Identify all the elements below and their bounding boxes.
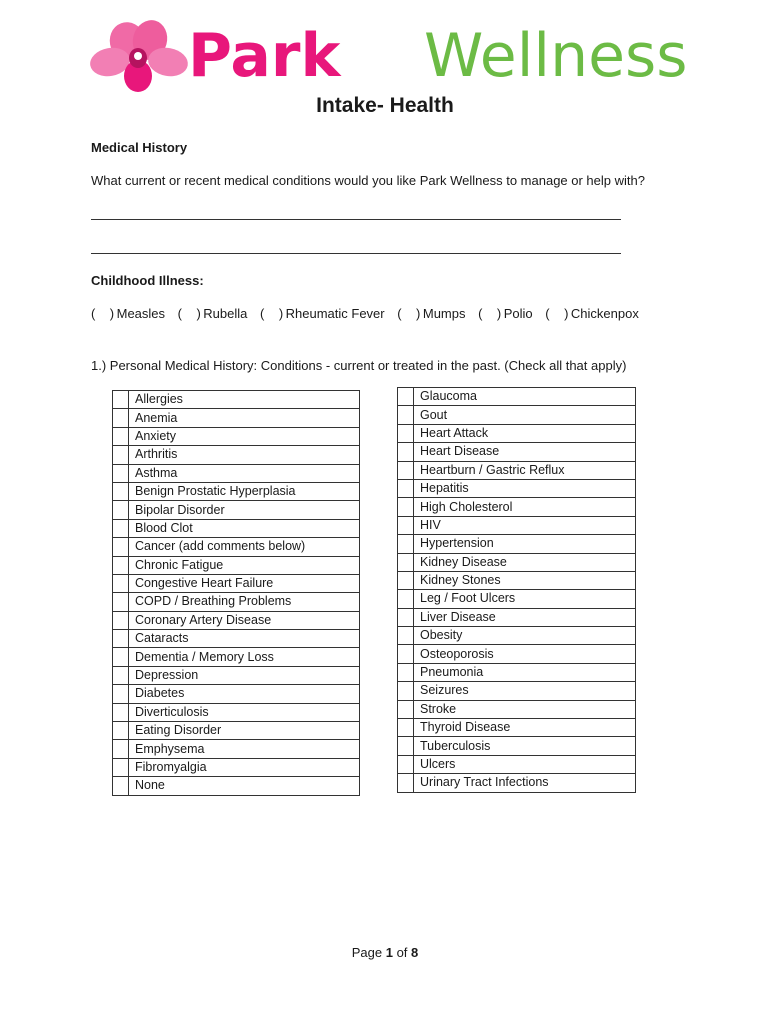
illness-rheumatic-fever[interactable]: ( ) Rheumatic Fever — [260, 306, 385, 321]
footer-page-word: Page — [351, 945, 383, 960]
condition-label: Osteoporosis — [414, 645, 636, 663]
condition-checkbox[interactable] — [113, 648, 129, 666]
condition-left-row — [113, 446, 360, 464]
condition-right-row — [398, 774, 636, 792]
condition-label: Coronary Artery Disease — [129, 611, 360, 629]
condition-right-row — [398, 590, 636, 608]
condition-checkbox[interactable] — [398, 424, 414, 442]
condition-right-row — [398, 443, 636, 461]
condition-right-row — [398, 498, 636, 516]
condition-checkbox[interactable] — [398, 682, 414, 700]
condition-label: Benign Prostatic Hyperplasia — [129, 482, 360, 500]
condition-label: Heartburn / Gastric Reflux — [414, 461, 636, 479]
condition-label: Ulcers — [414, 755, 636, 773]
condition-left-row — [113, 409, 360, 427]
condition-right-row — [398, 424, 636, 442]
condition-checkbox[interactable] — [113, 703, 129, 721]
condition-checkbox[interactable] — [113, 519, 129, 537]
condition-right-row — [398, 461, 636, 479]
condition-checkbox[interactable] — [113, 409, 129, 427]
condition-left-row — [113, 648, 360, 666]
condition-checkbox[interactable] — [398, 590, 414, 608]
brand-park-text: Park — [188, 21, 341, 91]
condition-checkbox[interactable] — [113, 685, 129, 703]
condition-right-row — [398, 479, 636, 497]
condition-checkbox[interactable] — [398, 627, 414, 645]
condition-checkbox[interactable] — [113, 391, 129, 409]
condition-label: Kidney Disease — [414, 553, 636, 571]
condition-left-row — [113, 574, 360, 592]
childhood-illness-heading: Childhood Illness: — [91, 273, 204, 288]
condition-checkbox[interactable] — [398, 388, 414, 406]
childhood-illness-options — [91, 306, 651, 321]
condition-checkbox[interactable] — [113, 501, 129, 519]
condition-checkbox[interactable] — [113, 758, 129, 776]
condition-left-row — [113, 722, 360, 740]
condition-right-row — [398, 571, 636, 589]
condition-right-row — [398, 627, 636, 645]
condition-checkbox[interactable] — [398, 498, 414, 516]
condition-right-row — [398, 700, 636, 718]
condition-label: Heart Attack — [414, 424, 636, 442]
condition-checkbox[interactable] — [398, 719, 414, 737]
condition-label: Heart Disease — [414, 443, 636, 461]
condition-right-row — [398, 608, 636, 626]
condition-right-row — [398, 737, 636, 755]
condition-left-row — [113, 703, 360, 721]
condition-checkbox[interactable] — [398, 774, 414, 792]
condition-checkbox[interactable] — [113, 777, 129, 795]
condition-checkbox[interactable] — [398, 700, 414, 718]
condition-label: Anxiety — [129, 427, 360, 445]
condition-label: Anemia — [129, 409, 360, 427]
condition-checkbox[interactable] — [398, 553, 414, 571]
condition-left-row — [113, 611, 360, 629]
condition-checkbox[interactable] — [398, 663, 414, 681]
condition-checkbox[interactable] — [398, 608, 414, 626]
checkbox-paren[interactable]: ( ) — [177, 306, 201, 321]
condition-checkbox[interactable] — [398, 535, 414, 553]
answer-line-1[interactable] — [91, 219, 621, 220]
page-title: Intake- Health — [316, 94, 454, 117]
condition-left-row — [113, 482, 360, 500]
condition-label: Chronic Fatigue — [129, 556, 360, 574]
condition-left-row — [113, 777, 360, 795]
condition-left-row — [113, 391, 360, 409]
condition-right-row — [398, 388, 636, 406]
condition-right-row — [398, 553, 636, 571]
answer-line-2[interactable] — [91, 253, 621, 254]
footer-of-word: of — [396, 945, 408, 960]
condition-label: Dementia / Memory Loss — [129, 648, 360, 666]
condition-right-row — [398, 663, 636, 681]
checkbox-paren[interactable]: ( ) — [91, 306, 115, 321]
condition-label: Depression — [129, 666, 360, 684]
condition-right-row — [398, 645, 636, 663]
condition-label: Cataracts — [129, 630, 360, 648]
condition-label: Eating Disorder — [129, 722, 360, 740]
condition-label: Urinary Tract Infections — [414, 774, 636, 792]
condition-checkbox[interactable] — [398, 737, 414, 755]
condition-checkbox[interactable] — [398, 479, 414, 497]
condition-label: Kidney Stones — [414, 571, 636, 589]
condition-label: Diabetes — [129, 685, 360, 703]
condition-label: Diverticulosis — [129, 703, 360, 721]
orchid-flower-icon — [88, 16, 190, 92]
park-wellness-logo — [88, 14, 700, 94]
condition-label: Stroke — [414, 700, 636, 718]
checkbox-paren[interactable]: ( ) — [478, 306, 502, 321]
condition-left-row — [113, 464, 360, 482]
medical-history-heading: Medical History — [91, 140, 188, 155]
condition-label: Hepatitis — [414, 479, 636, 497]
illness-rubella[interactable]: ( ) Rubella — [177, 306, 248, 321]
condition-checkbox[interactable] — [113, 538, 129, 556]
condition-label: None — [129, 777, 360, 795]
condition-label: Glaucoma — [414, 388, 636, 406]
condition-checkbox[interactable] — [398, 755, 414, 773]
condition-checkbox[interactable] — [113, 556, 129, 574]
condition-label: High Cholesterol — [414, 498, 636, 516]
checkbox-paren[interactable]: ( ) — [545, 306, 569, 321]
condition-checkbox[interactable] — [113, 574, 129, 592]
condition-label: Liver Disease — [414, 608, 636, 626]
illness-measles[interactable]: ( ) Measles — [91, 306, 166, 321]
condition-checkbox[interactable] — [398, 571, 414, 589]
condition-label: Pneumonia — [414, 663, 636, 681]
condition-label: Gout — [414, 406, 636, 424]
footer-total-pages: 8 — [411, 945, 419, 960]
condition-label: COPD / Breathing Problems — [129, 593, 360, 611]
condition-label: Congestive Heart Failure — [129, 574, 360, 592]
checkbox-paren[interactable]: ( ) — [260, 306, 284, 321]
page-footer — [0, 945, 770, 960]
medical-history-question: What current or recent medical conditions would you like Park Wellness to manage or help with? — [91, 173, 645, 188]
condition-left-row — [113, 685, 360, 703]
condition-label: Allergies — [129, 391, 360, 409]
condition-left-row — [113, 630, 360, 648]
illness-chickenpox[interactable]: ( ) Chickenpox — [545, 306, 639, 321]
condition-label: Blood Clot — [129, 519, 360, 537]
condition-label: Hypertension — [414, 535, 636, 553]
condition-label: Arthritis — [129, 446, 360, 464]
condition-label: Emphysema — [129, 740, 360, 758]
condition-label: Seizures — [414, 682, 636, 700]
condition-checkbox[interactable] — [113, 611, 129, 629]
condition-left-row — [113, 593, 360, 611]
condition-left-row — [113, 427, 360, 445]
condition-left-row — [113, 666, 360, 684]
condition-right-row — [398, 406, 636, 424]
condition-label: Fibromyalgia — [129, 758, 360, 776]
footer-current-page: 1 — [385, 945, 393, 960]
condition-left-row — [113, 538, 360, 556]
condition-checkbox[interactable] — [113, 740, 129, 758]
condition-checkbox[interactable] — [113, 722, 129, 740]
condition-right-row — [398, 535, 636, 553]
condition-left-row — [113, 519, 360, 537]
condition-checkbox[interactable] — [398, 443, 414, 461]
condition-right-row — [398, 719, 636, 737]
condition-checkbox[interactable] — [113, 593, 129, 611]
condition-checkbox[interactable] — [398, 645, 414, 663]
illness-polio[interactable]: ( ) Polio — [478, 306, 533, 321]
conditions-table-right — [397, 387, 636, 793]
condition-left-row — [113, 758, 360, 776]
condition-label: Bipolar Disorder — [129, 501, 360, 519]
condition-label: Asthma — [129, 464, 360, 482]
personal-history-heading: 1.) Personal Medical History: Conditions - current or treated in the past. (Check all that apply) — [91, 358, 627, 373]
condition-checkbox[interactable] — [113, 446, 129, 464]
conditions-table-left — [112, 390, 360, 796]
illness-mumps[interactable]: ( ) Mumps — [397, 306, 466, 321]
condition-right-row — [398, 755, 636, 773]
condition-checkbox[interactable] — [113, 666, 129, 684]
condition-checkbox[interactable] — [113, 630, 129, 648]
condition-label: Cancer (add comments below) — [129, 538, 360, 556]
condition-left-row — [113, 740, 360, 758]
condition-right-row — [398, 682, 636, 700]
condition-left-row — [113, 556, 360, 574]
condition-label: Obesity — [414, 627, 636, 645]
condition-checkbox[interactable] — [113, 482, 129, 500]
condition-checkbox[interactable] — [113, 464, 129, 482]
condition-label: Tuberculosis — [414, 737, 636, 755]
condition-checkbox[interactable] — [398, 461, 414, 479]
checkbox-paren[interactable]: ( ) — [397, 306, 421, 321]
condition-right-row — [398, 516, 636, 534]
condition-checkbox[interactable] — [398, 516, 414, 534]
condition-checkbox[interactable] — [113, 427, 129, 445]
condition-label: Thyroid Disease — [414, 719, 636, 737]
condition-checkbox[interactable] — [398, 406, 414, 424]
condition-left-row — [113, 501, 360, 519]
condition-label: HIV — [414, 516, 636, 534]
condition-label: Leg / Foot Ulcers — [414, 590, 636, 608]
brand-wellness-text: Wellness — [424, 21, 688, 91]
